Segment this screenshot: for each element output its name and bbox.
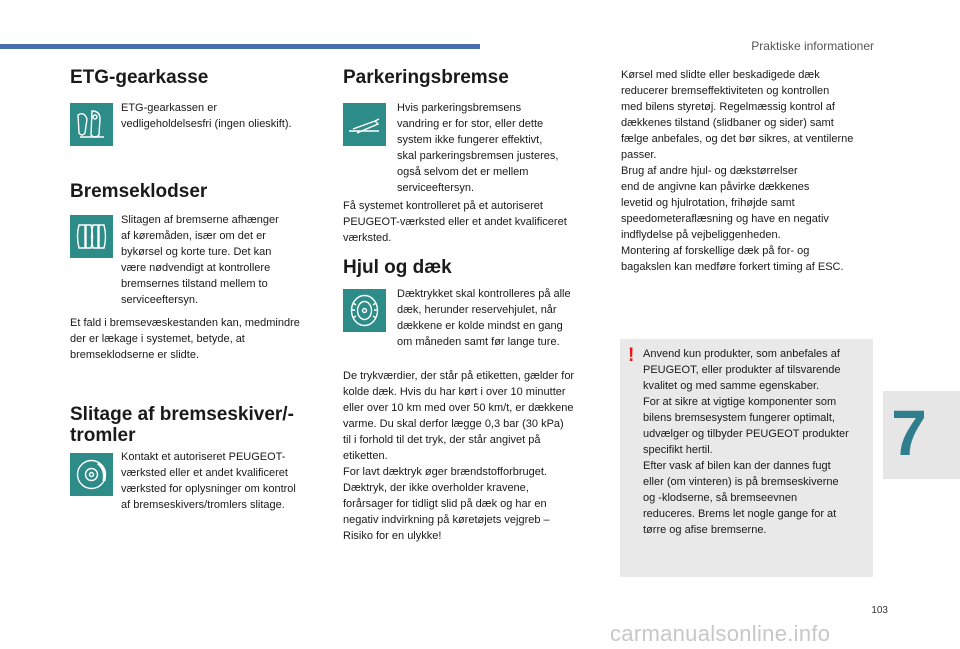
header-accent-bar <box>0 44 480 49</box>
chapter-number: 7 <box>891 397 927 469</box>
brakepads-heading: Bremseklodser <box>70 181 208 202</box>
discs-text: Kontakt et autoriseret PEUGEOT- værksted eller et andet kvalificeret værksted for oplysninger om kontrol af bremseskivers/tromlers slitage. <box>121 451 296 511</box>
warning-text: Anvend kun produkter, som anbefales af PEUGEOT, eller produkter af tilsvarende kvalitet og med samme egenskaber. For at sikre at vigtige komponenter som bilens bremsesystem fungerer optimalt, udvælger og tilbyder PEUGEOT produkter specifikt hertil. Efter vask af bilen kan der dannes fugt eller (om vinteren) is på bremseskiverne og -klodserne, så bremseevnen reduceres. Brems let nogle gange for at tørre og afise bremserne. <box>643 348 849 536</box>
brake-pads-icon <box>70 215 113 258</box>
discs-heading: Slitage af bremseskiver/- tromler <box>70 404 294 446</box>
etg-text: ETG-gearkassen er vedligeholdelsesfri (ingen olieskift). <box>121 102 292 130</box>
watermark: carmanualsonline.info <box>610 621 831 646</box>
parking-brake-icon <box>343 103 386 146</box>
wheels-note: De trykværdier, der står på etiketten, gælder for kolde dæk. Hvis du har kørt i over 10 minutter eller over 10 km med over 50 km/t, er dækkene varme. Du skal derfor lægge 0,3 bar (30 kPa) til i forhold til det tryk, der står angivet på etiketten. For lavt dæktryk øger brændstofforbruget. Dæktryk, der ikke overholder kravene, forårsager for tidligt slid på dæk og har en negativ indvirkning på køretøjets vejgreb – Risiko for en ulykke! <box>343 370 575 542</box>
wheels-heading: Hjul og dæk <box>343 257 452 278</box>
warning-icon: ! <box>628 345 635 366</box>
parking-heading: Parkeringsbremse <box>343 67 509 88</box>
brakepads-note: Et fald i bremsevæskestanden kan, medmindre der er lækage i systemet, betyde, at bremseklodserne er slidte. <box>70 317 300 361</box>
brakepads-text: Slitagen af bremserne afhænger af køremåden, især om det er bykørsel og korte ture. Det kan være nødvendigt at kontrollere bremsernes tilstand mellem to serviceeftersyn. <box>121 214 279 306</box>
page-number: 103 <box>871 605 888 616</box>
gear-selector-icon <box>70 103 113 146</box>
wheels-text: Dæktrykket skal kontrolleres på alle dæk, herunder reservehjulet, når dækkene er kolde mindst en gang om måneden samt før lange ture. <box>397 288 571 348</box>
parking-text: Hvis parkeringsbremsens vandring er for stor, eller dette system ikke fungerer effektivt, skal parkeringsbremsen justeres, også selvom det er mellem serviceeftersyn. <box>397 102 559 194</box>
etg-heading: ETG-gearkasse <box>70 67 209 88</box>
tyre-icon <box>343 289 386 332</box>
tyre-info-text: Kørsel med slidte eller beskadigede dæk reducerer bremseffektiviteten og kontrollen med bilens styretøj. Regelmæssig kontrol af dækkenes tilstand (slidbaner og sider) samt fælge anbefales, og det bør sikres, at ventilerne passer. Brug af andre hjul- og dækstørrelser end de angivne kan påvirke dækkenes levetid og hjulrotation, frihøjde samt speedometeraflæsning og have en negativ indflydelse på vejbeliggenheden. Montering af forskellige dæk på for- og bagakslen kan medføre forkert timing af ESC. <box>621 69 854 273</box>
chapter-header-title: Praktiske informationer <box>751 39 874 53</box>
brake-disc-icon <box>70 453 113 496</box>
parking-note: Få systemet kontrolleret på et autoriseret PEUGEOT-værksted eller et andet kvalificeret værksted. <box>343 200 567 244</box>
